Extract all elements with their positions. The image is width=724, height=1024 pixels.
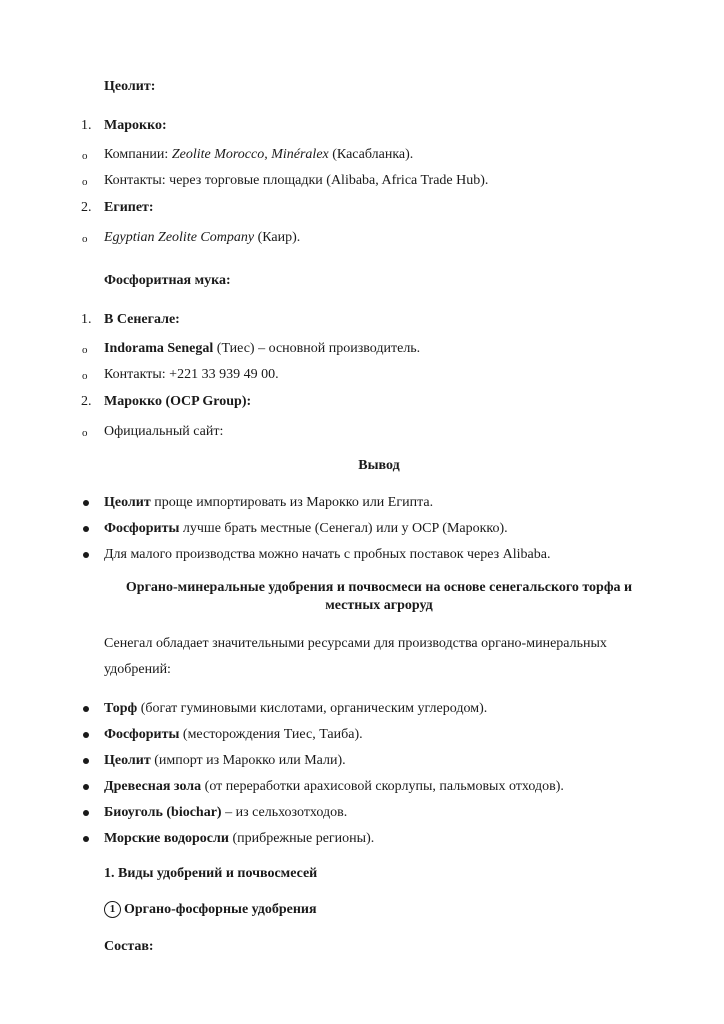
senegal-title: В Сенегале: (104, 312, 180, 327)
resource-item: Цеолит (импорт из Марокко или Мали). (104, 753, 346, 768)
bullet-icon (83, 758, 89, 764)
organo-intro-line1: Сенегал обладает значительными ресурсами для производства органо-минеральных (104, 636, 607, 651)
zeolite-heading: Цеолит: (104, 79, 156, 94)
conclusion-item: Цеолит проще импортировать из Марокко или Египта. (104, 495, 434, 510)
section-heading: 1. Виды удобрений и почвосмесей (104, 866, 318, 881)
circle-bullet-icon: o (82, 370, 88, 382)
bullet-icon (83, 810, 89, 816)
list-number: 1. (81, 118, 92, 133)
ocp-site: Официальный сайт: (104, 424, 224, 439)
circle-bullet-icon: o (82, 233, 88, 245)
list-number: 2. (81, 200, 92, 215)
bullet-icon (83, 500, 89, 506)
composition-label: Состав: (104, 939, 154, 954)
bullet-icon (83, 706, 89, 712)
subsection-heading: 1 Органо-фосфорные удобрения (104, 901, 317, 919)
list-number: 1. (81, 312, 92, 327)
bullet-icon (83, 526, 89, 532)
organo-intro-line2: удобрений: (104, 662, 171, 677)
phosphate-heading: Фосфоритная мука: (104, 273, 231, 288)
bullet-icon (83, 552, 89, 558)
bullet-icon (83, 784, 89, 790)
resource-item: Морские водоросли (прибрежные регионы). (104, 831, 375, 846)
organo-title-line1: Органо-минеральные удобрения и почвосмеси на основе сенегальского торфа и (125, 580, 633, 595)
egypt-title: Египет: (104, 200, 154, 215)
circle-bullet-icon: o (82, 344, 88, 356)
ocp-title: Марокко (OCP Group): (104, 394, 252, 409)
resource-item: Древесная зола (от переработки арахисовой скорлупы, пальмовых отходов). (104, 779, 564, 794)
bullet-icon (83, 732, 89, 738)
conclusion-item: Фосфориты лучше брать местные (Сенегал) или у OCP (Марокко). (104, 521, 508, 536)
circled-number: 1 (104, 901, 121, 918)
senegal-contacts: Контакты: +221 33 939 49 00. (104, 367, 279, 382)
conclusion-item: Для малого производства можно начать с пробных поставок через Alibaba. (104, 547, 551, 562)
conclusion-title: Вывод (358, 458, 400, 473)
resource-item: Торф (богат гуминовыми кислотами, органическим углеродом). (104, 701, 488, 716)
circle-bullet-icon: o (82, 176, 88, 188)
resource-item: Биоуголь (biochar) – из сельхозотходов. (104, 805, 348, 820)
senegal-company: Indorama Senegal (Тиес) – основной производитель. (104, 341, 421, 356)
morocco-title: Марокко: (104, 118, 167, 133)
organo-title-line2: местных агроруд (325, 598, 433, 613)
circle-bullet-icon: o (82, 150, 88, 162)
morocco-contacts: Контакты: через торговые площадки (Alibaba, Africa Trade Hub). (104, 173, 489, 188)
bullet-icon (83, 836, 89, 842)
egypt-company: Egyptian Zeolite Company (Каир). (104, 230, 301, 245)
list-number: 2. (81, 394, 92, 409)
circle-bullet-icon: o (82, 427, 88, 439)
resource-item: Фосфориты (месторождения Тиес, Таиба). (104, 727, 363, 742)
morocco-companies: Компании: Zeolite Morocco, Minéralex (Касабланка). (104, 147, 414, 162)
